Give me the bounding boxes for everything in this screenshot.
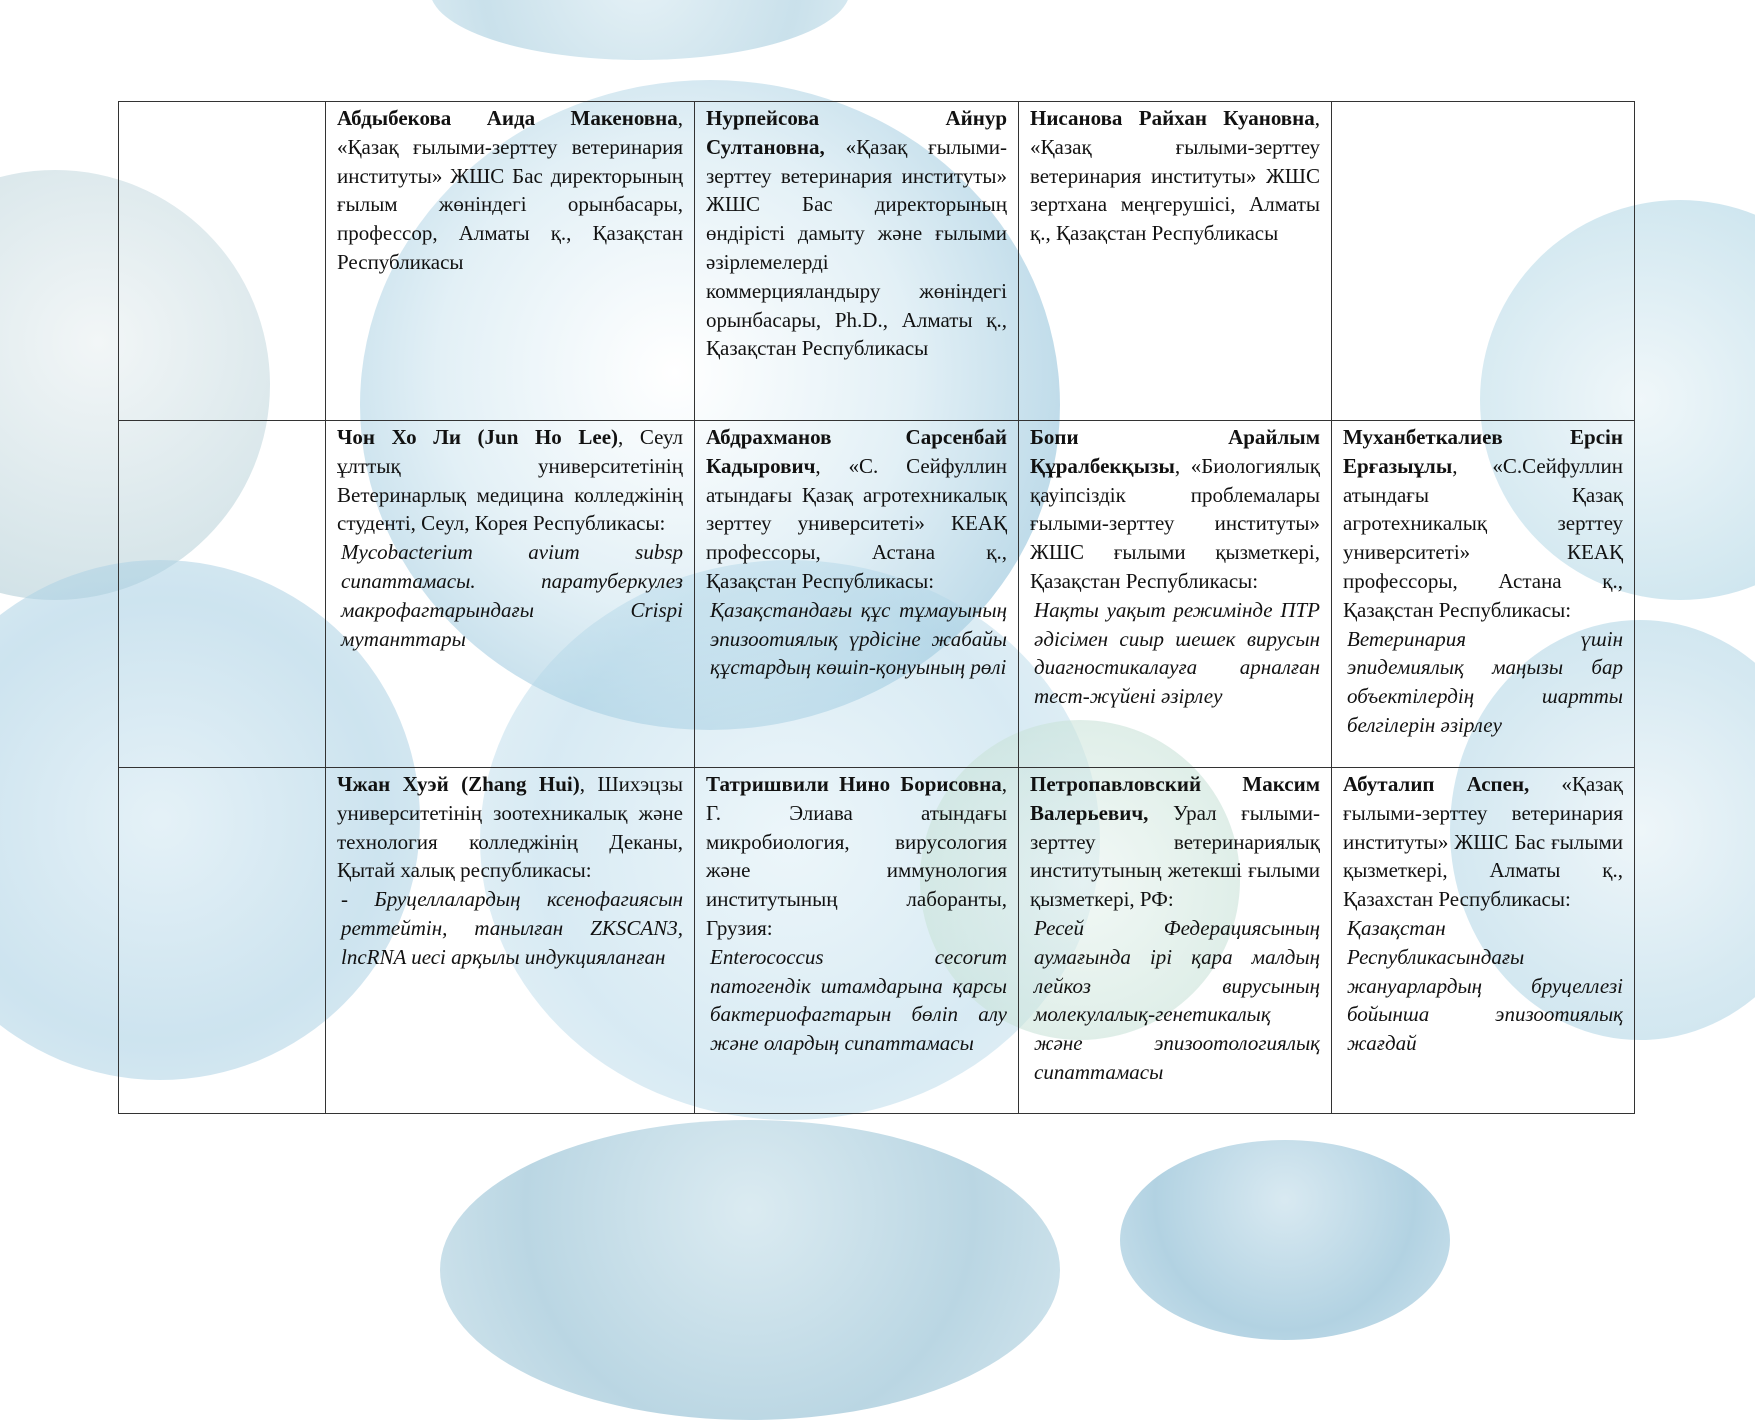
table-cell: [1332, 102, 1635, 421]
table-row: [119, 102, 1635, 421]
decor-bubble: [440, 1120, 1060, 1420]
talk-topic: Ресей Федерациясының аумағында ірі қара малдың лейкоз вирусының молекулалық-генетикалық және эпизоотологиялық сипаттамасы: [1034, 915, 1320, 1084]
speaker-info: , Г. Элиава атындағы микробиология, вирусология және иммунология институтының лаборанты, Грузия:: [706, 772, 1007, 940]
table-row: [119, 421, 1635, 768]
speaker-info: , «Қазақ ғылыми-зерттеу ветеринария институты» ЖШС Бас директорының ғылым жөніндегі орынбасары, профессор, Алматы қ., Қазақстан Республикасы: [337, 106, 683, 274]
table-cell: [1019, 102, 1332, 421]
speaker-info: , Сеул ұлттық университетінің Ветеринарлық медицина колледжінің студенті, Сеул, Корея Республикасы:: [337, 425, 684, 536]
decor-bubble: [1120, 1140, 1450, 1340]
table-cell: [326, 102, 695, 421]
speaker-name: Татришвили Нино Борисовна: [706, 772, 1002, 796]
speaker-info: , «С. Сейфуллин атындағы Қазақ агротехникалық зерттеу университеті» КЕАҚ профессоры, Астана қ., Қазақстан Республикасы:: [706, 453, 1007, 593]
table-cell: [695, 421, 1019, 768]
decor-bubble: [430, 0, 850, 60]
table-cell: [1019, 421, 1332, 768]
table-cell: [326, 768, 695, 1114]
table-cell: [326, 421, 695, 768]
speaker-info: , Шихэцзы университетінің зоотехникалық және технология колледжінің Деканы, Қытай халық республикасы:: [337, 772, 683, 883]
talk-topic: Ветеринария үшін эпидемиялық маңызы бар объектілердің шартты белгілерін әзірлеу: [1347, 626, 1623, 737]
speaker-name: Чжан Хуэй (Zhang Hui): [337, 772, 580, 796]
speaker-info: «Қазақ ғылыми-зерттеу ветеринария институты» ЖШС Бас директорының өндірісті дамыту және ғылыми әзірлемелерді коммерцияландыру жөніндегі орынбасары, Ph.D., Алматы қ., Қазақстан Республикасы: [706, 134, 1007, 361]
speaker-info: , «Қазақ ғылыми-зерттеу ветеринария институты» ЖШС зертхана меңгерушісі, Алматы қ., Қазақстан Республикасы: [1030, 106, 1320, 246]
speaker-name: Абуталип Аспен,: [1343, 772, 1530, 796]
speaker-info: , «Биологиялық қауіпсіздік проблемалары ғылыми-зерттеу институты» ЖШС ғылыми қызметкері, Қазақстан Республикасы:: [1030, 453, 1320, 593]
speaker-name: Нисанова Райхан Куановна: [1030, 106, 1315, 130]
speaker-name: Петропавловский Максим Валерьевич,: [1030, 772, 1320, 825]
table-cell: [1019, 768, 1332, 1114]
speaker-name: Абдыбекова Аида Макеновна: [337, 106, 678, 130]
speakers-table: [118, 101, 1635, 1114]
speaker-name: Чон Хо Ли (Jun Ho Lee): [337, 425, 619, 449]
speaker-name: Нурпейсова Айнур Султановна,: [706, 106, 1007, 159]
talk-topic: Нақты уақыт режимінде ПТР әдісімен сиыр шешек вирусын диагностикалауға арналған тест-жүйені әзірлеу: [1034, 597, 1320, 709]
table-cell: [119, 102, 326, 421]
speaker-info: Урал ғылыми-зерттеу ветеринариялық институтының жетекші ғылыми қызметкері, РФ:: [1030, 800, 1320, 912]
table-cell: [695, 102, 1019, 421]
talk-topic: Enterococcus cecorum патогендік штамдарына қарсы бактериофагтарын бөліп алу және олардың сипаттамасы: [710, 944, 1007, 1056]
table-cell: [1332, 421, 1635, 768]
speaker-name: Бопи Арайлым Құралбекқызы: [1030, 425, 1320, 478]
table-cell: [695, 768, 1019, 1114]
table-cell: [1332, 768, 1635, 1114]
speaker-name: Абдрахманов Сарсенбай Кадырович: [706, 425, 1007, 478]
table-cell: [119, 768, 326, 1114]
speaker-info: «Қазақ ғылыми-зерттеу ветеринария институты» ЖШС Бас ғылыми қызметкері, Алматы қ., Қазахстан Республикасы:: [1343, 772, 1623, 912]
talk-topic: Қазақстандағы құс тұмауының эпизоотиялық үрдісіне жабайы құстардың көшіп-қонуының рөлі: [710, 597, 1007, 680]
table-row: [119, 768, 1635, 1114]
speaker-name: Муханбеткалиев Ерсін Ерғазыұлы: [1343, 425, 1623, 478]
table-cell: [119, 421, 326, 768]
talk-topic: - Бруцеллалардың ксенофагиясын реттейтін, танылған ZKSCAN3, lncRNA иесі арқылы индукцияланған: [341, 887, 683, 969]
talk-topic: Mycobacterium avium subsp сипаттамасы. паратуберкулез макрофагтарындағы Crispi мутанттары: [341, 540, 683, 651]
talk-topic: Қазақстан Республикасындағы жануарлардың бруцеллезі бойынша эпизоотиялық жағдай: [1347, 915, 1623, 1056]
speaker-info: , «С.Сейфуллин атындағы Қазақ агротехникалық зерттеу университеті» КЕАҚ профессоры, Астана қ., Қазақстан Республикасы:: [1343, 453, 1623, 622]
